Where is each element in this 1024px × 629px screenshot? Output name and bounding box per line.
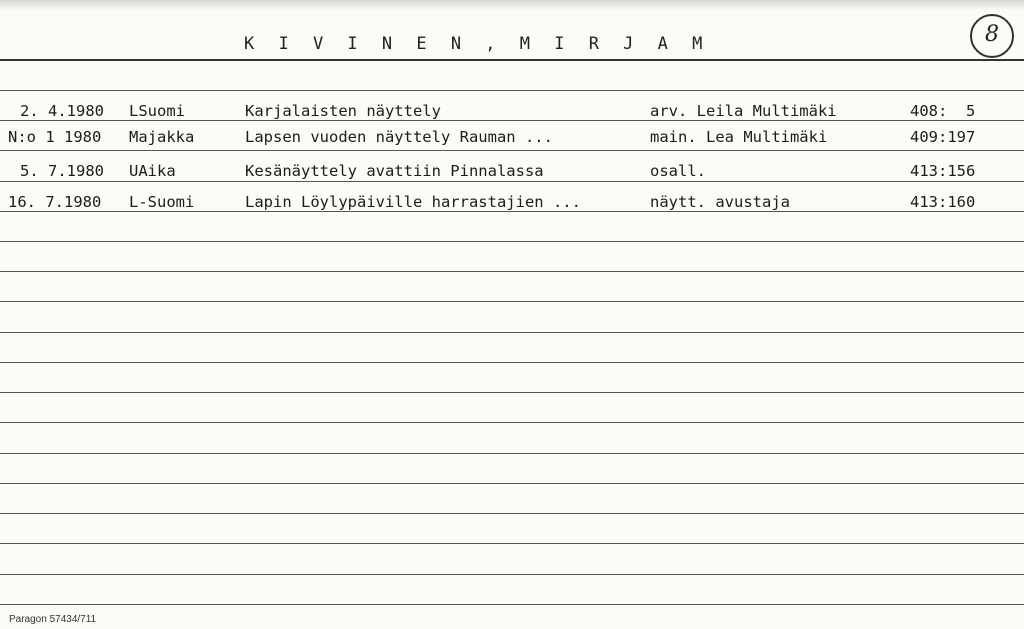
ruled-line (0, 392, 1024, 393)
entry-source: Majakka (129, 128, 195, 146)
printer-imprint: Paragon 57434/711 (9, 614, 97, 625)
entry-title: Karjalaisten näyttely (245, 102, 441, 120)
entry-role: näytt. avustaja (650, 193, 790, 211)
entry-source: UAika (129, 162, 176, 180)
entry-date: N:o 1 1980 (8, 128, 102, 146)
ruled-line (0, 301, 1024, 302)
ruled-line (0, 120, 1024, 121)
ruled-line (0, 453, 1024, 454)
top-edge-smudge (0, 0, 1024, 10)
ruled-line (0, 211, 1024, 212)
entry-role: arv. Leila Multimäki (650, 102, 837, 120)
ruled-line (0, 604, 1024, 605)
entry-date: 2. 4.1980 (20, 102, 104, 120)
entry-title: Lapsen vuoden näyttely Rauman ... (245, 128, 553, 146)
ruled-line (0, 422, 1024, 423)
card-name-heading: K I V I N E N , M I R J A M (244, 34, 710, 54)
entry-title: Lapin Löylypäiville harrastajien ... (245, 193, 581, 211)
ruled-line (0, 483, 1024, 484)
ruled-line (0, 332, 1024, 333)
entry-reference: 413:156 (910, 162, 976, 180)
entry-source: LSuomi (129, 102, 185, 120)
entry-role: osall. (650, 162, 706, 180)
ruled-line (0, 271, 1024, 272)
ruled-line (0, 362, 1024, 363)
entry-date: 16. 7.1980 (8, 193, 102, 211)
ruled-line (0, 150, 1024, 151)
entry-reference: 413:160 (910, 193, 976, 211)
entry-reference: 409:197 (910, 128, 976, 146)
ruled-line (0, 543, 1024, 544)
ruled-line (0, 90, 1024, 91)
entry-date: 5. 7.1980 (20, 162, 104, 180)
entry-role: main. Lea Multimäki (650, 128, 828, 146)
ruled-line (0, 513, 1024, 514)
entry-title: Kesänäyttely avattiin Pinnalassa (245, 162, 544, 180)
header-rule (0, 59, 1024, 61)
ruled-line (0, 574, 1024, 575)
ruled-line (0, 241, 1024, 242)
ruled-line (0, 181, 1024, 182)
entry-reference: 408: 5 (910, 102, 976, 120)
entry-source: L-Suomi (129, 193, 195, 211)
card-number-circled: 8 (970, 14, 1014, 58)
